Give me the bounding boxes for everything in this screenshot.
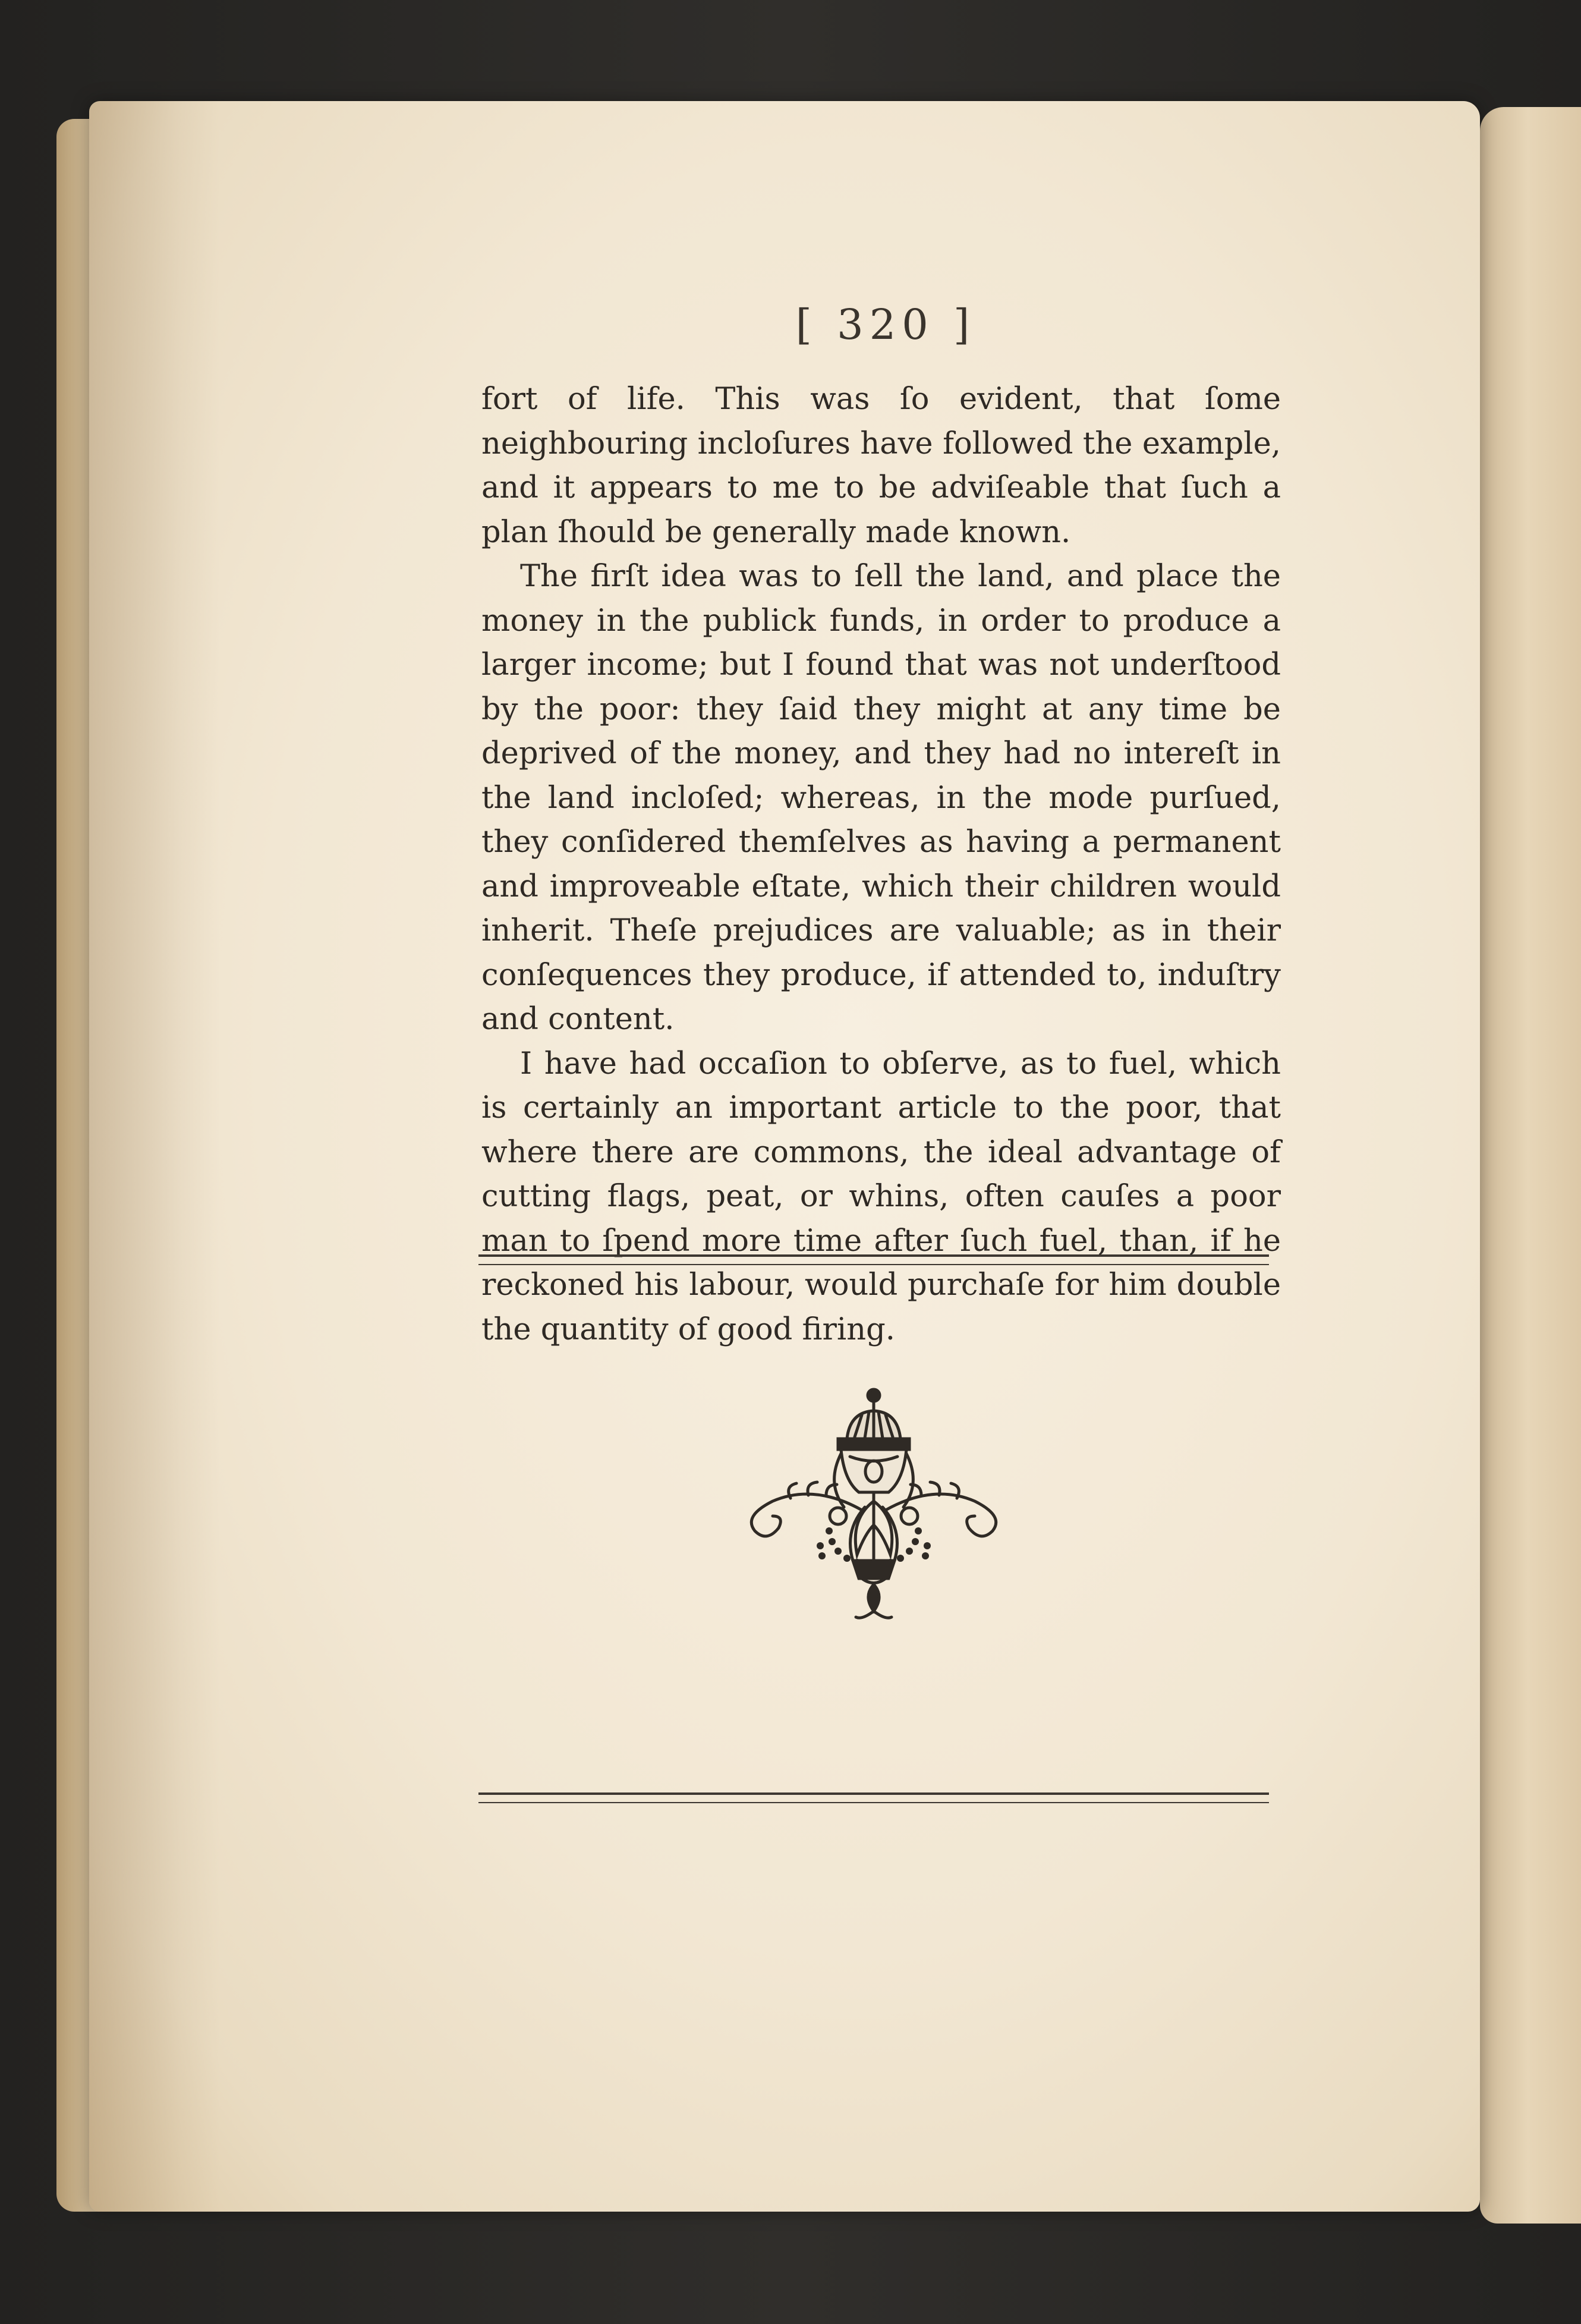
- paragraph-1: fort of life. This was ſo evident, that ſome neighbouring incloſures have followed the example, and it appears to me to be adviſeable that ſuch a plan ſhould be generally made known.: [481, 382, 1281, 550]
- body-text: [481, 378, 1281, 1352]
- double-rule-top: [478, 1254, 1269, 1265]
- double-rule-bottom: [478, 1792, 1269, 1803]
- paragraph-3: I have had occaſion to obſerve, as to fuel, which is certainly an important article to the poor, that where there are commons, the ideal advantage of cutting flags, peat, or whins, often cauſes a poor man to ſpend more time after ſuch fuel, than, if he reckoned his labour, would purchaſe for him double the quantity of good firing.: [481, 1046, 1281, 1347]
- adjacent-page-edge: [1480, 107, 1581, 2224]
- paragraph-2: The firſt idea was to ſell the land, and place the money in the publick funds, in order to produce a larger income; but I found that was not underſtood by the poor: they ſaid they might at any time be deprived of the money, and they had no intereſt in the land incloſed; whereas, in the mode purſued, they conſidered themſelves as having a permanent and improveable eſtate, which their children would inherit. Theſe prejudices are valuable; as in their conſequences they produce, if attended to, induſtry and content.: [481, 559, 1281, 1037]
- urn-tailpiece-icon: [725, 1382, 1022, 1632]
- gutter-shadow: [89, 101, 220, 2212]
- page-number: [ 320 ]: [795, 300, 976, 349]
